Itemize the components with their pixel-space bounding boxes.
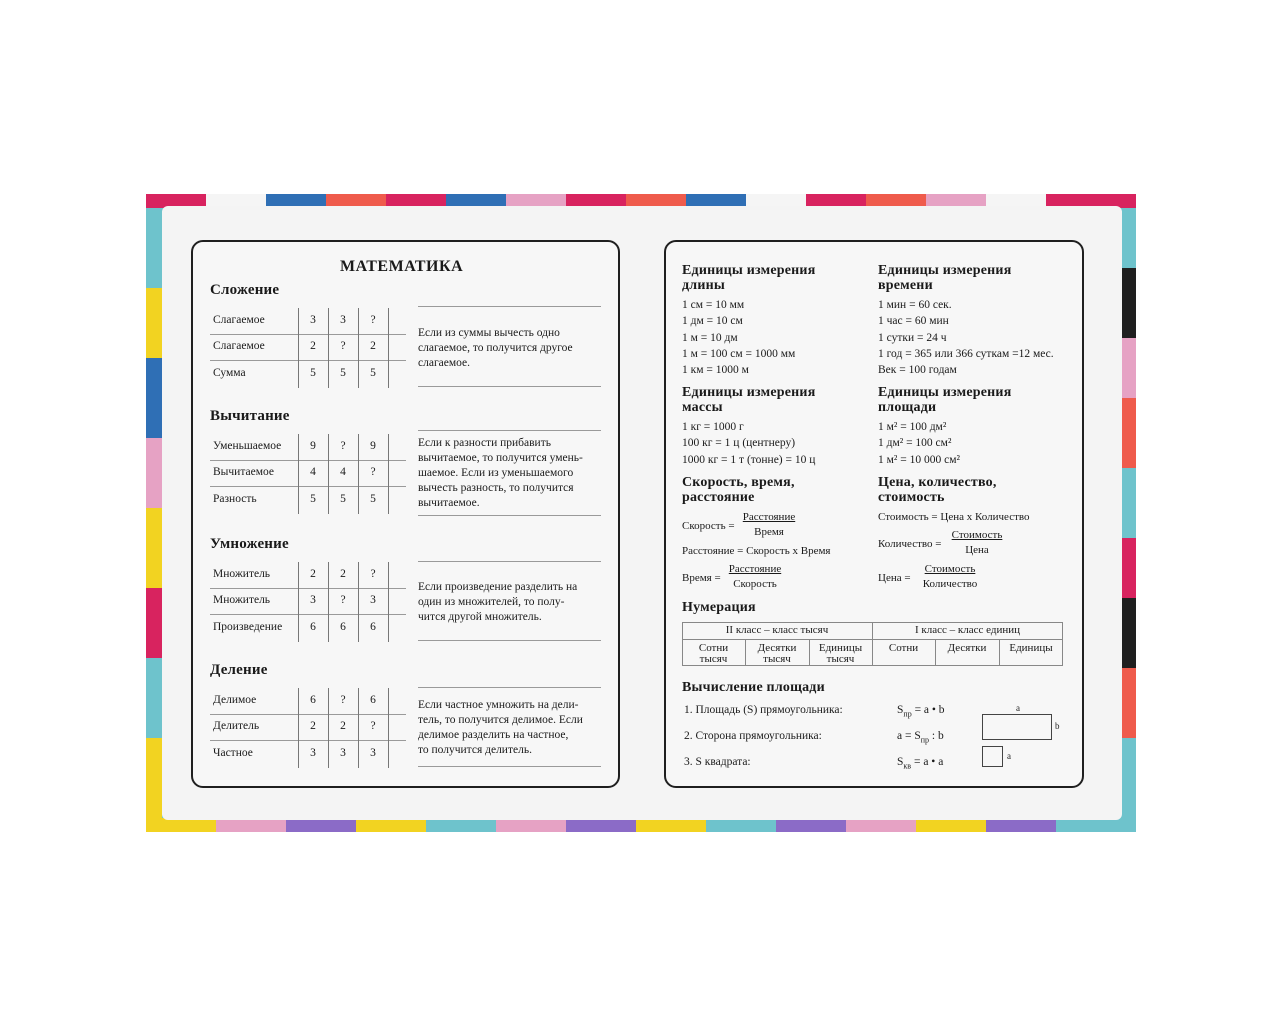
unit-line: 1 м² = 100 дм² (878, 421, 947, 433)
fraction (946, 529, 1008, 556)
table-cell: ? (340, 594, 346, 606)
row-label: Вычитаемое (213, 466, 274, 478)
length-heading (682, 263, 815, 293)
rule-line-text: вычитаемое. (418, 497, 480, 509)
rule-line-text: слагаемое, то получится другое (418, 342, 573, 354)
rule-line (418, 766, 601, 767)
row-label: Разность (213, 493, 257, 505)
rule-line-text: шаемое. Если из уменьшаемого (418, 467, 574, 479)
time-units (878, 298, 1054, 379)
table-cell: 2 (370, 340, 376, 352)
rule-line-text: чится другой множитель. (418, 611, 542, 623)
table-divider (388, 688, 389, 768)
unit-line: 1 м² = 10 000 см² (878, 453, 960, 466)
heading-line: длины (682, 278, 725, 293)
rank-line: Десятки (947, 642, 987, 654)
table-cell: 5 (370, 493, 376, 505)
unit-line: 100 кг = 1 ц (центнеру) (682, 437, 796, 450)
table-cell: 2 (310, 568, 316, 580)
fraction-denominator: Время (754, 526, 784, 538)
table-cell: ? (370, 466, 376, 478)
section-heading: Деление (210, 662, 268, 678)
rule-line-text: то получится делитель. (418, 744, 532, 756)
mass-units (682, 420, 815, 469)
table-cell: 5 (370, 367, 376, 379)
row-label: Делитель (213, 720, 260, 732)
formula-lhs: Количество = (878, 538, 942, 550)
fraction (918, 563, 982, 590)
rule-line-text: вычесть разность, то получится (418, 482, 574, 494)
rank-line: Сотни (888, 642, 919, 654)
area-calc-heading: Вычисление площади (682, 680, 825, 695)
table-cell: 3 (370, 594, 376, 606)
table-cell: 3 (310, 747, 316, 759)
table-cell: 3 (340, 747, 346, 759)
table-cell: 6 (370, 694, 376, 706)
rule-line-text: Если из суммы вычесть одно (418, 327, 560, 339)
table-cell: ? (340, 440, 346, 452)
table-cell: 3 (370, 747, 376, 759)
table-cell: 2 (310, 340, 316, 352)
table-cell: 4 (340, 466, 346, 478)
length-units (682, 298, 795, 379)
rule-line (418, 561, 601, 562)
rank-cell (682, 643, 745, 665)
rule-line (418, 687, 601, 688)
table-cell: 5 (310, 493, 316, 505)
table-cell: ? (340, 340, 346, 352)
heading-line: времени (878, 278, 933, 293)
table-cell: 9 (310, 440, 316, 452)
table-cell: 5 (340, 493, 346, 505)
unit-line: 1 км = 1000 м (682, 364, 749, 377)
table-cell: 3 (310, 314, 316, 326)
table-divider (210, 588, 406, 589)
unit-line: 1 сутки = 24 ч (878, 331, 947, 344)
row-label: Частное (213, 747, 253, 759)
rectangle-diagram (982, 714, 1052, 740)
rule-line-text: Если к разности прибавить (418, 437, 551, 449)
table-divider (210, 334, 406, 335)
row-label: Слагаемое (213, 340, 265, 352)
unit-line: Век = 100 годам (878, 364, 957, 377)
table-divider (210, 614, 406, 615)
table-divider (388, 562, 389, 642)
fraction-numerator: Стоимость (924, 563, 976, 575)
rule-line-text: тель, то получится делимое. Если (418, 714, 583, 726)
area-item-text: 2. Сторона прямоугольника: (684, 730, 822, 742)
heading-line: Единицы измерения (682, 385, 816, 400)
formula: Стоимость = Цена х Количество (878, 511, 1030, 523)
class-header: I класс – класс единиц (914, 624, 1020, 636)
fraction-numerator: Стоимость (951, 529, 1003, 541)
fraction-denominator: Скорость (733, 578, 777, 590)
numeration-heading: Нумерация (682, 600, 756, 615)
fraction-numerator: Расстояние (742, 511, 796, 523)
table-cell: ? (370, 568, 376, 580)
rule-line-text: один из множителей, то полу- (418, 596, 565, 608)
table-cell: 6 (310, 621, 316, 633)
rank-line: Сотни (698, 642, 729, 654)
fraction (738, 511, 800, 538)
time-heading (878, 263, 1011, 293)
square-diagram (982, 746, 1003, 767)
rule-line-text: вычитаемое, то получится умень- (418, 452, 583, 464)
mass-heading (682, 385, 815, 415)
heading-line: Единицы измерения (878, 263, 1012, 278)
row-label: Множитель (213, 568, 271, 580)
unit-line: 1 дм² = 100 см² (878, 437, 952, 450)
rule-line (418, 306, 601, 307)
rank-cell (809, 643, 872, 665)
unit-line: 1 м = 10 дм (682, 331, 738, 344)
table-cell: ? (370, 720, 376, 732)
table-divider (210, 486, 406, 487)
heading-line: Единицы измерения (682, 263, 816, 278)
row-label: Делимое (213, 694, 257, 706)
table-divider (210, 360, 406, 361)
area-item-text: 3. S квадрата: (684, 756, 751, 768)
heading-line: Единицы измерения (878, 385, 1012, 400)
rank-line: Единицы (818, 642, 863, 654)
speed-heading (682, 475, 795, 505)
row-label: Сумма (213, 367, 246, 379)
unit-line: 1 см = 10 мм (682, 299, 745, 311)
table-divider (388, 434, 389, 514)
table-cell: 2 (340, 720, 346, 732)
section-heading: Умножение (210, 536, 289, 552)
formula-lhs: Скорость = (682, 520, 735, 532)
unit-line: 1 дм = 10 см (682, 315, 743, 328)
section-heading: Вычитание (210, 408, 290, 424)
formula-lhs: Время = (682, 572, 721, 584)
unit-line: 1 час = 60 мин (878, 315, 949, 328)
rank-line: Единицы (1009, 642, 1053, 654)
price-heading (878, 475, 997, 505)
side-label-a: a (1007, 751, 1011, 761)
table-cell: 6 (370, 621, 376, 633)
heading-line: расстояние (682, 490, 755, 505)
fraction (724, 563, 786, 590)
rule-line (418, 430, 601, 431)
row-label: Произведение (213, 621, 283, 633)
unit-line: 1 год = 365 или 366 суткам =12 мес. (878, 347, 1054, 360)
area-item-text: 1. Площадь (S) прямоугольника: (684, 704, 843, 716)
table-cell: 6 (340, 621, 346, 633)
class-header: II класс – класс тысяч (725, 624, 829, 636)
table-cell: ? (370, 314, 376, 326)
fraction-denominator: Количество (922, 578, 978, 590)
section-heading: Сложение (210, 282, 280, 298)
rule-line (418, 515, 601, 516)
rank-line: тысяч (699, 653, 728, 665)
table-cell: 3 (340, 314, 346, 326)
table-cell: ? (340, 694, 346, 706)
unit-line: 1 м = 100 см = 1000 мм (682, 347, 796, 360)
table-divider (210, 460, 406, 461)
rule-line (418, 640, 601, 641)
table-cell: 5 (310, 367, 316, 379)
formula: Расстояние = Скорость х Время (682, 545, 831, 557)
rank-line: тысяч (763, 653, 791, 665)
rule-line-text: делимое разделить на частное, (418, 729, 569, 741)
area-units (878, 420, 960, 469)
heading-line: площади (878, 400, 937, 415)
side-label-b: b (1055, 721, 1060, 731)
table-cell: 4 (310, 466, 316, 478)
page-title: МАТЕМАТИКА (340, 258, 464, 275)
row-label: Множитель (213, 594, 271, 606)
area-formula: $S_{кв} = a$ • a (897, 756, 944, 771)
heading-line: Цена, количество, (878, 475, 997, 490)
heading-line: Скорость, время, (682, 475, 795, 490)
rank-cell (935, 643, 999, 654)
area-formula: $a = S_{пр}$ : b (897, 730, 944, 745)
row-label: Уменьшаемое (213, 440, 282, 452)
table-cell: 6 (310, 694, 316, 706)
rule-line-text: Если частное умножить на дели- (418, 699, 579, 711)
fraction-denominator: Цена (965, 544, 989, 556)
table-cell: 9 (370, 440, 376, 452)
unit-line: 1 кг = 1000 г (682, 421, 744, 433)
table-divider (210, 740, 406, 741)
table-divider (210, 714, 406, 715)
rule-line-text: Если произведение разделить на (418, 581, 578, 593)
rank-line: Десятки (757, 642, 797, 654)
rule-line-text: слагаемое. (418, 357, 471, 369)
rank-cell (745, 643, 809, 665)
area-units-heading (878, 385, 1011, 415)
rank-cell (872, 643, 935, 654)
table-cell: 5 (340, 367, 346, 379)
rank-cell (999, 643, 1063, 654)
table-divider (388, 308, 389, 388)
heading-line: массы (682, 400, 723, 415)
unit-line: 1000 кг = 1 т (тонне) = 10 ц (682, 453, 816, 466)
side-label-a: a (1016, 703, 1020, 713)
formula-lhs: Цена = (878, 572, 911, 584)
fraction-numerator: Расстояние (728, 563, 782, 575)
table-cell: 3 (310, 594, 316, 606)
unit-line: 1 мин = 60 сек. (878, 299, 952, 311)
area-formula: $S_{пр} = a$ • b (897, 704, 945, 719)
heading-line: стоимость (878, 490, 945, 505)
row-label: Слагаемое (213, 314, 265, 326)
rank-line: тысяч (826, 653, 855, 665)
table-cell: 2 (340, 568, 346, 580)
rule-line (418, 386, 601, 387)
table-cell: 2 (310, 720, 316, 732)
